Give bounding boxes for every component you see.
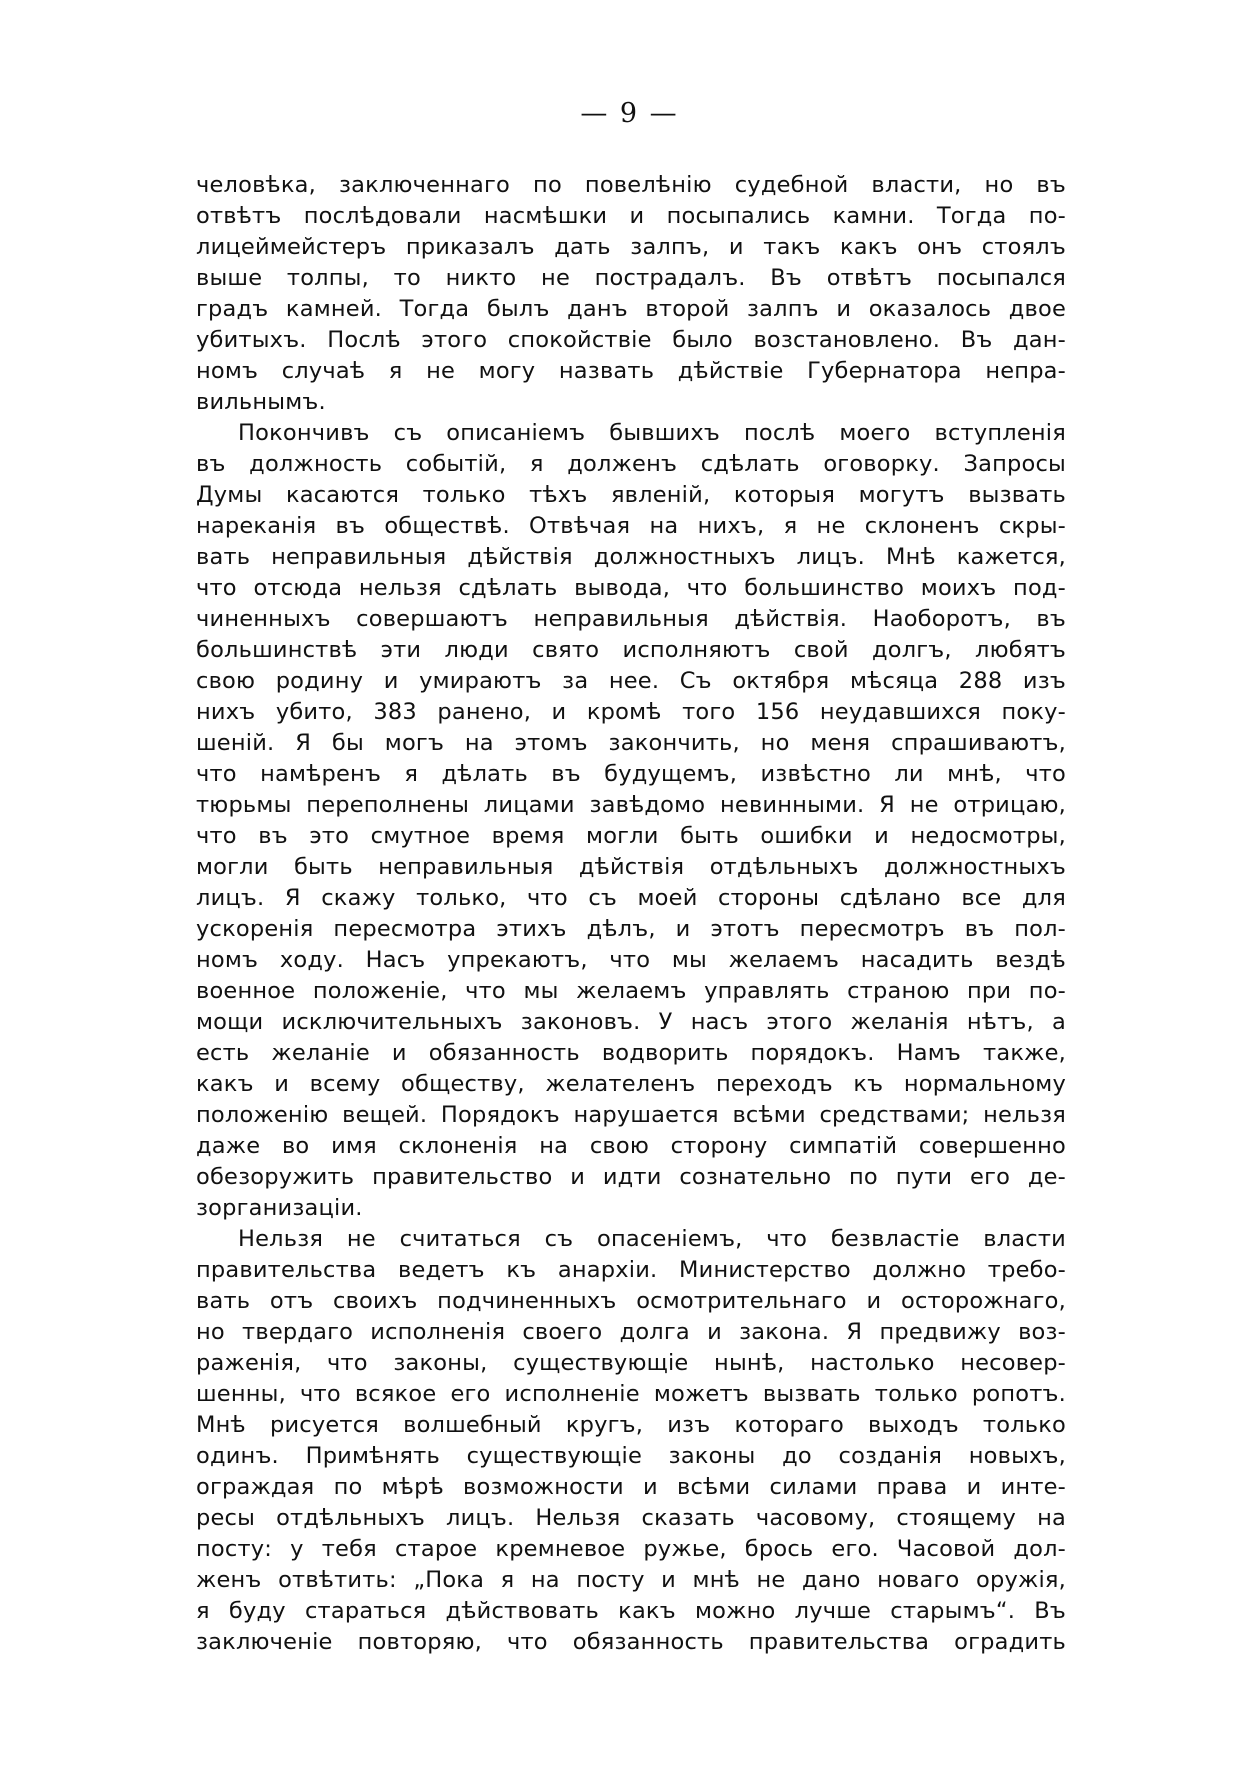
text-line: заключеніе повторяю, что обязанность правительства оградить bbox=[196, 1629, 1066, 1655]
text-line: большинствѣ эти люди свято исполняютъ свой долгъ, любятъ bbox=[196, 637, 1066, 663]
text-line: одинъ. Примѣнять существующіе законы до созданія новыхъ, bbox=[196, 1443, 1066, 1469]
text-line: положенію вещей. Порядокъ нарушается всѣми средствами; нельзя bbox=[196, 1102, 1066, 1128]
text-line: военное положеніе, что мы желаемъ управлять страною при по- bbox=[196, 978, 1066, 1004]
text-line: есть желаніе и обязанность водворить порядокъ. Намъ также, bbox=[196, 1040, 1066, 1066]
text-line: ограждая по мѣрѣ возможности и всѣми силами права и инте- bbox=[196, 1474, 1066, 1500]
text-line: убитыхъ. Послѣ этого спокойствіе было возстановлено. Въ дан- bbox=[196, 327, 1066, 353]
text-line: мощи исключительныхъ законовъ. У насъ этого желанія нѣтъ, а bbox=[196, 1009, 1066, 1035]
text-line: въ должность событій, я долженъ сдѣлать оговорку. Запросы bbox=[196, 451, 1066, 477]
text-line: обезоружить правительство и идти сознательно по пути его де- bbox=[196, 1164, 1066, 1190]
text-line: шенны, что всякое его исполненіе можетъ вызвать только ропотъ. bbox=[196, 1381, 1066, 1407]
page-number: — 9 — bbox=[580, 98, 679, 129]
text-line: лицъ. Я скажу только, что съ моей стороны сдѣлано все для bbox=[196, 885, 1066, 911]
paragraph-1 bbox=[196, 170, 1066, 418]
text-line: ускоренія пересмотра этихъ дѣлъ, и этотъ пересмотръ въ пол- bbox=[196, 916, 1066, 942]
text-line: что отсюда нельзя сдѣлать вывода, что большинство моихъ под- bbox=[196, 575, 1066, 601]
text-line: что намѣренъ я дѣлать въ будущемъ, извѣстно ли мнѣ, что bbox=[196, 761, 1066, 787]
text-line: нихъ убито, 383 ранено, и кромѣ того 156 неудавшихся поку- bbox=[196, 699, 1066, 725]
paragraph-3 bbox=[196, 1224, 1066, 1658]
text-line: градъ камней. Тогда былъ данъ второй залпъ и оказалось двое bbox=[196, 296, 1066, 322]
text-line: свою родину и умираютъ за нее. Съ октября мѣсяца 288 изъ bbox=[196, 668, 1066, 694]
text-line: могли быть неправильныя дѣйствія отдѣльныхъ должностныхъ bbox=[196, 854, 1066, 880]
text-line: Нельзя не считаться съ опасеніемъ, что безвластіе власти bbox=[238, 1226, 1066, 1252]
text-line: чиненныхъ совершаютъ неправильныя дѣйствія. Наоборотъ, въ bbox=[196, 606, 1066, 632]
text-line: зорганизаціи. bbox=[196, 1195, 363, 1221]
text-line: нареканія въ обществѣ. Отвѣчая на нихъ, я не склоненъ скры- bbox=[196, 513, 1066, 539]
text-line: вать отъ своихъ подчиненныхъ осмотрительнаго и осторожнаго, bbox=[196, 1288, 1066, 1314]
text-line: что въ это смутное время могли быть ошибки и недосмотры, bbox=[196, 823, 1066, 849]
body-text bbox=[196, 170, 1066, 1658]
text-line: Покончивъ съ описаніемъ бывшихъ послѣ моего вступленія bbox=[238, 420, 1066, 446]
text-line: номъ ходу. Насъ упрекаютъ, что мы желаемъ насадить вездѣ bbox=[196, 947, 1066, 973]
text-line: выше толпы, то никто не пострадалъ. Въ отвѣтъ посыпался bbox=[196, 265, 1066, 291]
text-line: вать неправильныя дѣйствія должностныхъ лицъ. Мнѣ кажется, bbox=[196, 544, 1066, 570]
text-line: посту: у тебя старое кремневое ружье, брось его. Часовой дол- bbox=[196, 1536, 1066, 1562]
text-line: ресы отдѣльныхъ лицъ. Нельзя сказать часовому, стоящему на bbox=[196, 1505, 1066, 1531]
text-line: даже во имя склоненія на свою сторону симпатій совершенно bbox=[196, 1133, 1066, 1159]
text-line: Думы касаются только тѣхъ явленій, которыя могутъ вызвать bbox=[196, 482, 1066, 508]
text-line: тюрьмы переполнены лицами завѣдомо невинными. Я не отрицаю, bbox=[196, 792, 1066, 818]
text-line: но твердаго исполненія своего долга и закона. Я предвижу воз- bbox=[196, 1319, 1066, 1345]
text-line: раженія, что законы, существующіе нынѣ, настолько несовер- bbox=[196, 1350, 1066, 1376]
text-line: я буду стараться дѣйствовать какъ можно лучше старымъ“. Въ bbox=[196, 1598, 1066, 1624]
text-line: женъ отвѣтить: „Пока я на посту и мнѣ не дано новаго оружія, bbox=[196, 1567, 1066, 1593]
text-line: Мнѣ рисуется волшебный кругъ, изъ котораго выходъ только bbox=[196, 1412, 1066, 1438]
text-line: номъ случаѣ я не могу назвать дѣйствіе Губернатора непра- bbox=[196, 358, 1066, 384]
paragraph-2 bbox=[196, 418, 1066, 1224]
text-line: шеній. Я бы могъ на этомъ закончить, но меня спрашиваютъ, bbox=[196, 730, 1066, 756]
text-line: лицеймейстеръ приказалъ дать залпъ, и такъ какъ онъ стоялъ bbox=[196, 234, 1066, 260]
text-line: какъ и всему обществу, желателенъ переходъ къ нормальному bbox=[196, 1071, 1066, 1097]
text-line: вильнымъ. bbox=[196, 389, 326, 415]
text-line: правительства ведетъ къ анархіи. Министерство должно требо- bbox=[196, 1257, 1066, 1283]
text-line: человѣка, заключеннаго по повелѣнію судебной власти, но въ bbox=[196, 172, 1066, 198]
text-line: отвѣтъ послѣдовали насмѣшки и посыпались камни. Тогда по- bbox=[196, 203, 1066, 229]
